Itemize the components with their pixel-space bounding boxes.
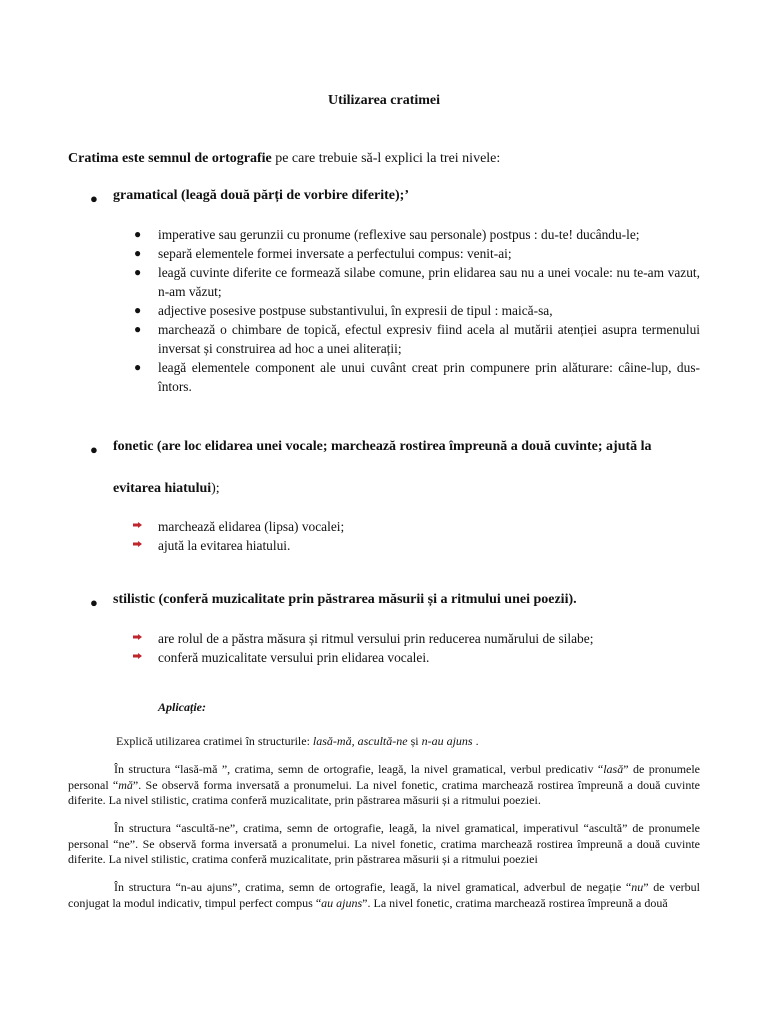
bullet-dot-icon: ●: [90, 442, 98, 457]
bullet-dot-icon: ●: [90, 595, 98, 610]
answer-paragraph-lasa-ma: În structura “lasă-mă ”, cratima, semn de ortografie, leagă, la nivel gramatical, verbul predicativ “lasă” de pronumele personal “mă”. Se observă forma inversată a pronumelui. La nivel fonetic, cratima marchează rostirea împreună a două cuvinte diferite. La nivel stilistic, cratima conferă muzicalitate, prin păstrarea măsurii și a ritmului poeziei.: [68, 762, 701, 807]
arrow-bullet-icon: [133, 634, 142, 640]
intro-sentence: [68, 151, 500, 167]
bullet-dot-icon: ●: [134, 246, 142, 260]
arrow-bullet-icon: [133, 653, 142, 659]
list-item: marchează elidarea (lipsa) vocalei;: [158, 517, 700, 536]
bullet-dot-icon: ●: [90, 191, 98, 206]
arrow-bullet-icon: [133, 541, 142, 547]
bullet-dot-icon: ●: [134, 265, 142, 279]
list-item: ● adjective posesive postpuse substantivului, în expresii de tipul : maică-sa,: [134, 303, 553, 318]
answer-paragraph-n-au-ajuns: În structura “n-au ajuns”, cratima, semn de ortografie, leagă, la nivel gramatical, adverbul de negație “nu” de verbul conjugat la modul indicativ, timpul perfect compus “au ajuns”. La nivel fonetic, cratima marchează rostirea împreună a două: [68, 880, 701, 910]
bullet-dot-icon: ●: [134, 360, 142, 374]
list-item: ● separă elementele formei inversate a perfectului compus: venit-ai;: [134, 246, 512, 261]
list-item: ajută la evitarea hiatului.: [158, 536, 700, 555]
answer-paragraph-asculta-ne: În structura “ascultă-ne”, cratima, semn de ortografie, leagă, la nivel gramatical, imperativul “ascultă” de pronumele personal “ne”. Se observă forma inversată a pronumelui. La nivel fonetic, cratima marchează rostirea împreună a două cuvinte diferite. La nivel stilistic, cratima conferă muzicalitate, prin păstrarea măsurii și a ritmului poeziei: [68, 821, 700, 866]
arrow-bullet-icon: [133, 522, 142, 528]
bullet-dot-icon: ●: [134, 322, 142, 336]
bullet-dot-icon: ●: [134, 227, 142, 241]
gramatical-list: [134, 225, 700, 396]
list-item: conferă muzicalitate versului prin elidarea vocalei.: [158, 648, 700, 667]
list-item: ● leagă cuvinte diferite ce formează silabe comune, prin elidarea sau nu a unei vocale: nu te-am vazut, n-am văzut;: [134, 265, 700, 299]
section-fonetic-heading: fonetic (are loc elidarea unei vocale; marchează rostirea împreună a două cuvinte; ajută la: [113, 439, 652, 454]
bullet-dot-icon: ●: [134, 303, 142, 317]
list-item: ● leagă elementele component ale unui cuvânt creat prin compunere prin alăturare: câine-lup, dus-întors.: [134, 360, 700, 394]
intro-bold: Cratima este semnul de ortografie: [68, 151, 272, 166]
section-stilistic-heading: stilistic (conferă muzicalitate prin păstrarea măsurii și a ritmului unei poezii).: [113, 592, 577, 607]
intro-rest: pe care trebuie să-l explici la trei nivele:: [271, 151, 501, 166]
task-sentence: Explică utilizarea cratimei în structurile: lasă-mă, ascultă-ne și n-au ajuns .: [116, 734, 479, 748]
list-item: are rolul de a păstra măsura și ritmul versului prin reducerea numărului de silabe;: [158, 629, 700, 648]
list-item: ● marchează o chimbare de topică, efectul expresiv fiind acela al mutării atenției asupra termenului inversat și construirea ad hoc a unei aliterații;: [134, 322, 700, 356]
page-title: Utilizarea cratimei: [327, 93, 441, 108]
section-gramatical-heading: gramatical (leagă două părți de vorbire diferite);’: [113, 188, 410, 203]
stilistic-list: [158, 629, 700, 667]
list-item: ● imperative sau gerunzii cu pronume (reflexive sau personale) postpus : du-te! ducându-le;: [134, 227, 640, 242]
aplicatie-heading: Aplicație:: [158, 700, 206, 714]
fonetic-list: [158, 517, 700, 555]
section-fonetic-heading-cont: evitarea hiatului);: [113, 481, 220, 496]
